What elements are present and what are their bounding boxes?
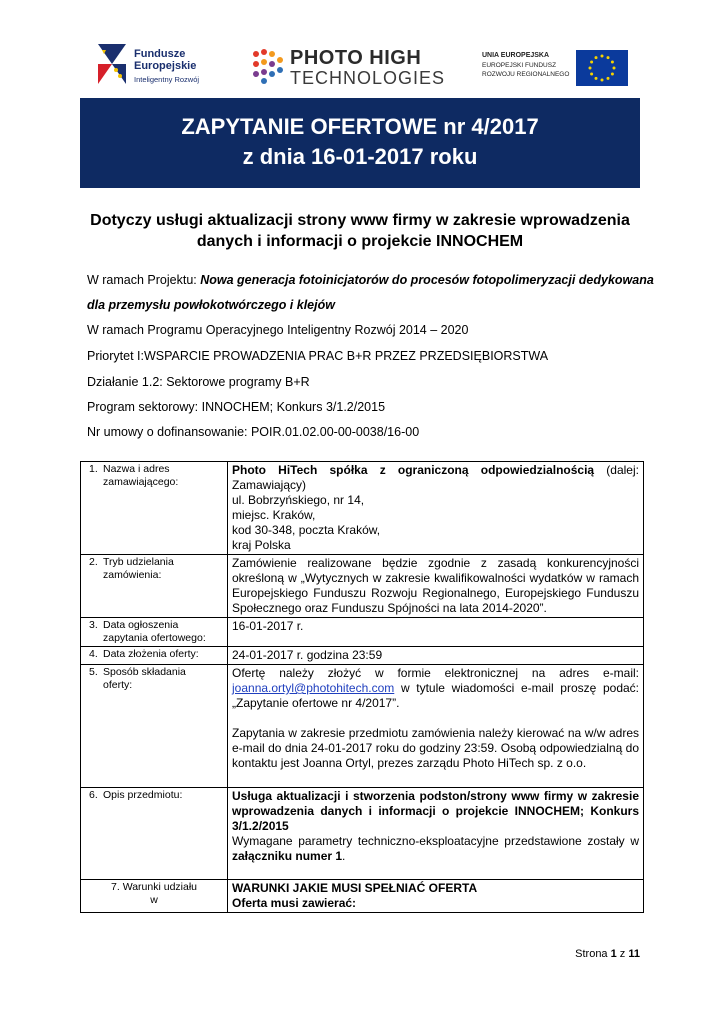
row4-label-line1: Data złożenia oferty: bbox=[103, 648, 199, 660]
ph-logo-line1: PHOTO HIGH bbox=[290, 47, 422, 69]
row5-paragraph1 bbox=[232, 666, 639, 711]
row1-label bbox=[81, 462, 228, 555]
row6-label-line1: Opis przedmiotu: bbox=[103, 789, 183, 801]
row5-text1: Ofertę należy złożyć w formie elektronicznej na adres e-mail: bbox=[232, 666, 639, 680]
project-prefix: W ramach Projektu: bbox=[87, 273, 201, 287]
table-row bbox=[81, 880, 644, 913]
project-line bbox=[87, 273, 654, 287]
row5-number: 5. bbox=[89, 666, 98, 678]
fe-logo-line2: Europejskie bbox=[134, 60, 197, 72]
title-line1: ZAPYTANIE OFERTOWE nr 4/2017 bbox=[181, 114, 539, 139]
ph-logo-line2: TECHNOLOGIES bbox=[290, 68, 446, 88]
sector-line: Program sektorowy: INNOCHEM; Konkurs 3/1.2/2015 bbox=[87, 400, 386, 414]
fe-logo-line3: Inteligentny Rozwój bbox=[134, 75, 200, 84]
photo-high-technologies-logo bbox=[250, 42, 450, 94]
total-pages: 11 bbox=[628, 948, 640, 960]
current-page: 1 bbox=[610, 948, 617, 960]
row5-value bbox=[228, 665, 644, 788]
row1-value bbox=[228, 462, 644, 555]
company-name: Photo HiTech spółka z ograniczoną odpowiedzialnością bbox=[232, 463, 595, 477]
row7-label bbox=[81, 880, 228, 913]
address-country: kraj Polska bbox=[232, 538, 291, 552]
fe-flag-icon bbox=[96, 42, 130, 86]
fe-logo-line1: Fundusze bbox=[134, 48, 186, 60]
offer-table bbox=[80, 461, 644, 913]
row3-number: 3. bbox=[89, 619, 98, 631]
project-name-line1: Nowa generacja fotoinicjatorów do procesów fotopolimeryzacji dedykowana bbox=[200, 273, 654, 287]
row1-number: 1. bbox=[89, 463, 98, 475]
subtitle: Dotyczy usługi aktualizacji strony www firmy w zakresie wprowadzenia danych i informacji o projekcie INNOCHEM bbox=[90, 212, 630, 250]
requirements-dot: . bbox=[342, 849, 346, 863]
priority-line: Priorytet I:WSPARCIE PROWADZENIA PRAC B+R PRZEZ PRZEDSIĘBIORSTWA bbox=[87, 349, 549, 363]
offer-conditions-heading: WARUNKI JAKIE MUSI SPEŁNIAĆ OFERTA bbox=[232, 881, 478, 895]
row4-label bbox=[81, 647, 228, 665]
table-row bbox=[81, 462, 644, 555]
row7-label-line1: Warunki udziału bbox=[122, 881, 197, 893]
ue-logo-line2: EUROPEJSKI FUNDUSZ bbox=[482, 62, 557, 69]
row1-label-line2: zamawiającego: bbox=[103, 476, 179, 488]
row4-number: 4. bbox=[89, 648, 98, 660]
project-line-2 bbox=[87, 298, 335, 312]
row3-label-line2: zapytania ofertowego: bbox=[103, 632, 206, 644]
row2-label-line1: Tryb udzielania bbox=[103, 556, 174, 568]
row2-number: 2. bbox=[89, 556, 98, 568]
service-description: Usługa aktualizacji i stworzenia podston/strony www firmy w zakresie wprowadzenia danych i informacji o projekcie INNOCHEM; Konkurs 3/1.2/2015 bbox=[232, 789, 639, 833]
project-name-line2: dla przemysłu powłokotwórczego i klejów bbox=[87, 298, 335, 312]
table-row bbox=[81, 555, 644, 618]
row7-label-line2: w bbox=[150, 894, 158, 906]
row2-label-line2: zamówienia: bbox=[103, 569, 162, 581]
row5-paragraph2: Zapytania w zakresie przedmiotu zamówienia należy kierować na w/w adres e-mail do dnia 24-01-2017 roku do godziny 23:59. Osobą odpowiedzialną do kontaktu jest Joanna Ortyl, prezes zarządu Photo HiTech sp. z o.o. bbox=[232, 726, 639, 770]
address-street: ul. Bobrzyńskiego, nr 14, bbox=[232, 493, 365, 507]
requirements-text: Wymagane parametry techniczno-eksploatacyjne przedstawione zostały w bbox=[232, 834, 639, 848]
company-suffix: (dalej: Zamawiający) bbox=[232, 463, 639, 492]
contract-line: Nr umowy o dofinansowanie: POIR.01.02.00-00-0038/16-00 bbox=[87, 425, 420, 439]
ue-logo-line1: UNIA EUROPEJSKA bbox=[482, 52, 550, 59]
row4-value: 24-01-2017 r. godzina 23:59 bbox=[228, 647, 644, 665]
title-banner bbox=[80, 98, 640, 188]
contact-email-link[interactable]: joanna.ortyl@photohitech.com bbox=[232, 681, 395, 695]
row6-label bbox=[81, 788, 228, 880]
footer-mid: z bbox=[616, 948, 629, 960]
program-line: W ramach Programu Operacyjnego Inteligentny Rozwój 2014 – 2020 bbox=[87, 323, 469, 337]
table-row bbox=[81, 647, 644, 665]
row3-value: 16-01-2017 r. bbox=[228, 618, 644, 647]
row6-value bbox=[228, 788, 644, 880]
row7-value bbox=[228, 880, 644, 913]
row7-number: 7. bbox=[111, 881, 120, 893]
unia-europejska-logo bbox=[482, 50, 632, 90]
table-row bbox=[81, 788, 644, 880]
page-footer bbox=[575, 948, 640, 960]
row5-label-line1: Sposób składania bbox=[103, 666, 186, 678]
photo-hitech-mark-icon bbox=[250, 46, 286, 86]
footer-prefix: Strona bbox=[575, 948, 611, 960]
table-row bbox=[81, 665, 644, 788]
eu-flag-icon bbox=[576, 50, 628, 86]
row3-label-line1: Data ogłoszenia bbox=[103, 619, 179, 631]
row3-label bbox=[81, 618, 228, 647]
action-line: Działanie 1.2: Sektorowe programy B+R bbox=[87, 375, 310, 389]
row1-label-line1: Nazwa i adres bbox=[103, 463, 170, 475]
row2-value: Zamówienie realizowane będzie zgodnie z zasadą konkurencyjności określoną w „Wytycznych w zakresie kwalifikowalności wydatków w ramach Europejskiego Funduszu Rozwoju Regionalnego, Europejskiego Funduszu Społecznego oraz Funduszu Spójności na lata 2014-2020”. bbox=[228, 555, 644, 618]
address-city: miejsc. Kraków, bbox=[232, 508, 316, 522]
row2-label bbox=[81, 555, 228, 618]
row5-label-line2: oferty: bbox=[103, 679, 133, 691]
table-row bbox=[81, 618, 644, 647]
title-line2: z dnia 16-01-2017 roku bbox=[242, 144, 478, 169]
ue-logo-line3: ROZWOJU REGIONALNEGO bbox=[482, 71, 570, 78]
row5-text2: w tytule wiadomości e-mail proszę podać: „Zapytanie ofertowe nr 4/2017”. bbox=[232, 681, 639, 710]
attachment-reference: załączniku numer 1 bbox=[232, 849, 343, 863]
header-logos bbox=[80, 38, 640, 96]
address-postal: kod 30-348, poczta Kraków, bbox=[232, 523, 381, 537]
row6-number: 6. bbox=[89, 789, 98, 801]
offer-contents-heading: Oferta musi zawierać: bbox=[232, 896, 357, 910]
row5-label bbox=[81, 665, 228, 788]
